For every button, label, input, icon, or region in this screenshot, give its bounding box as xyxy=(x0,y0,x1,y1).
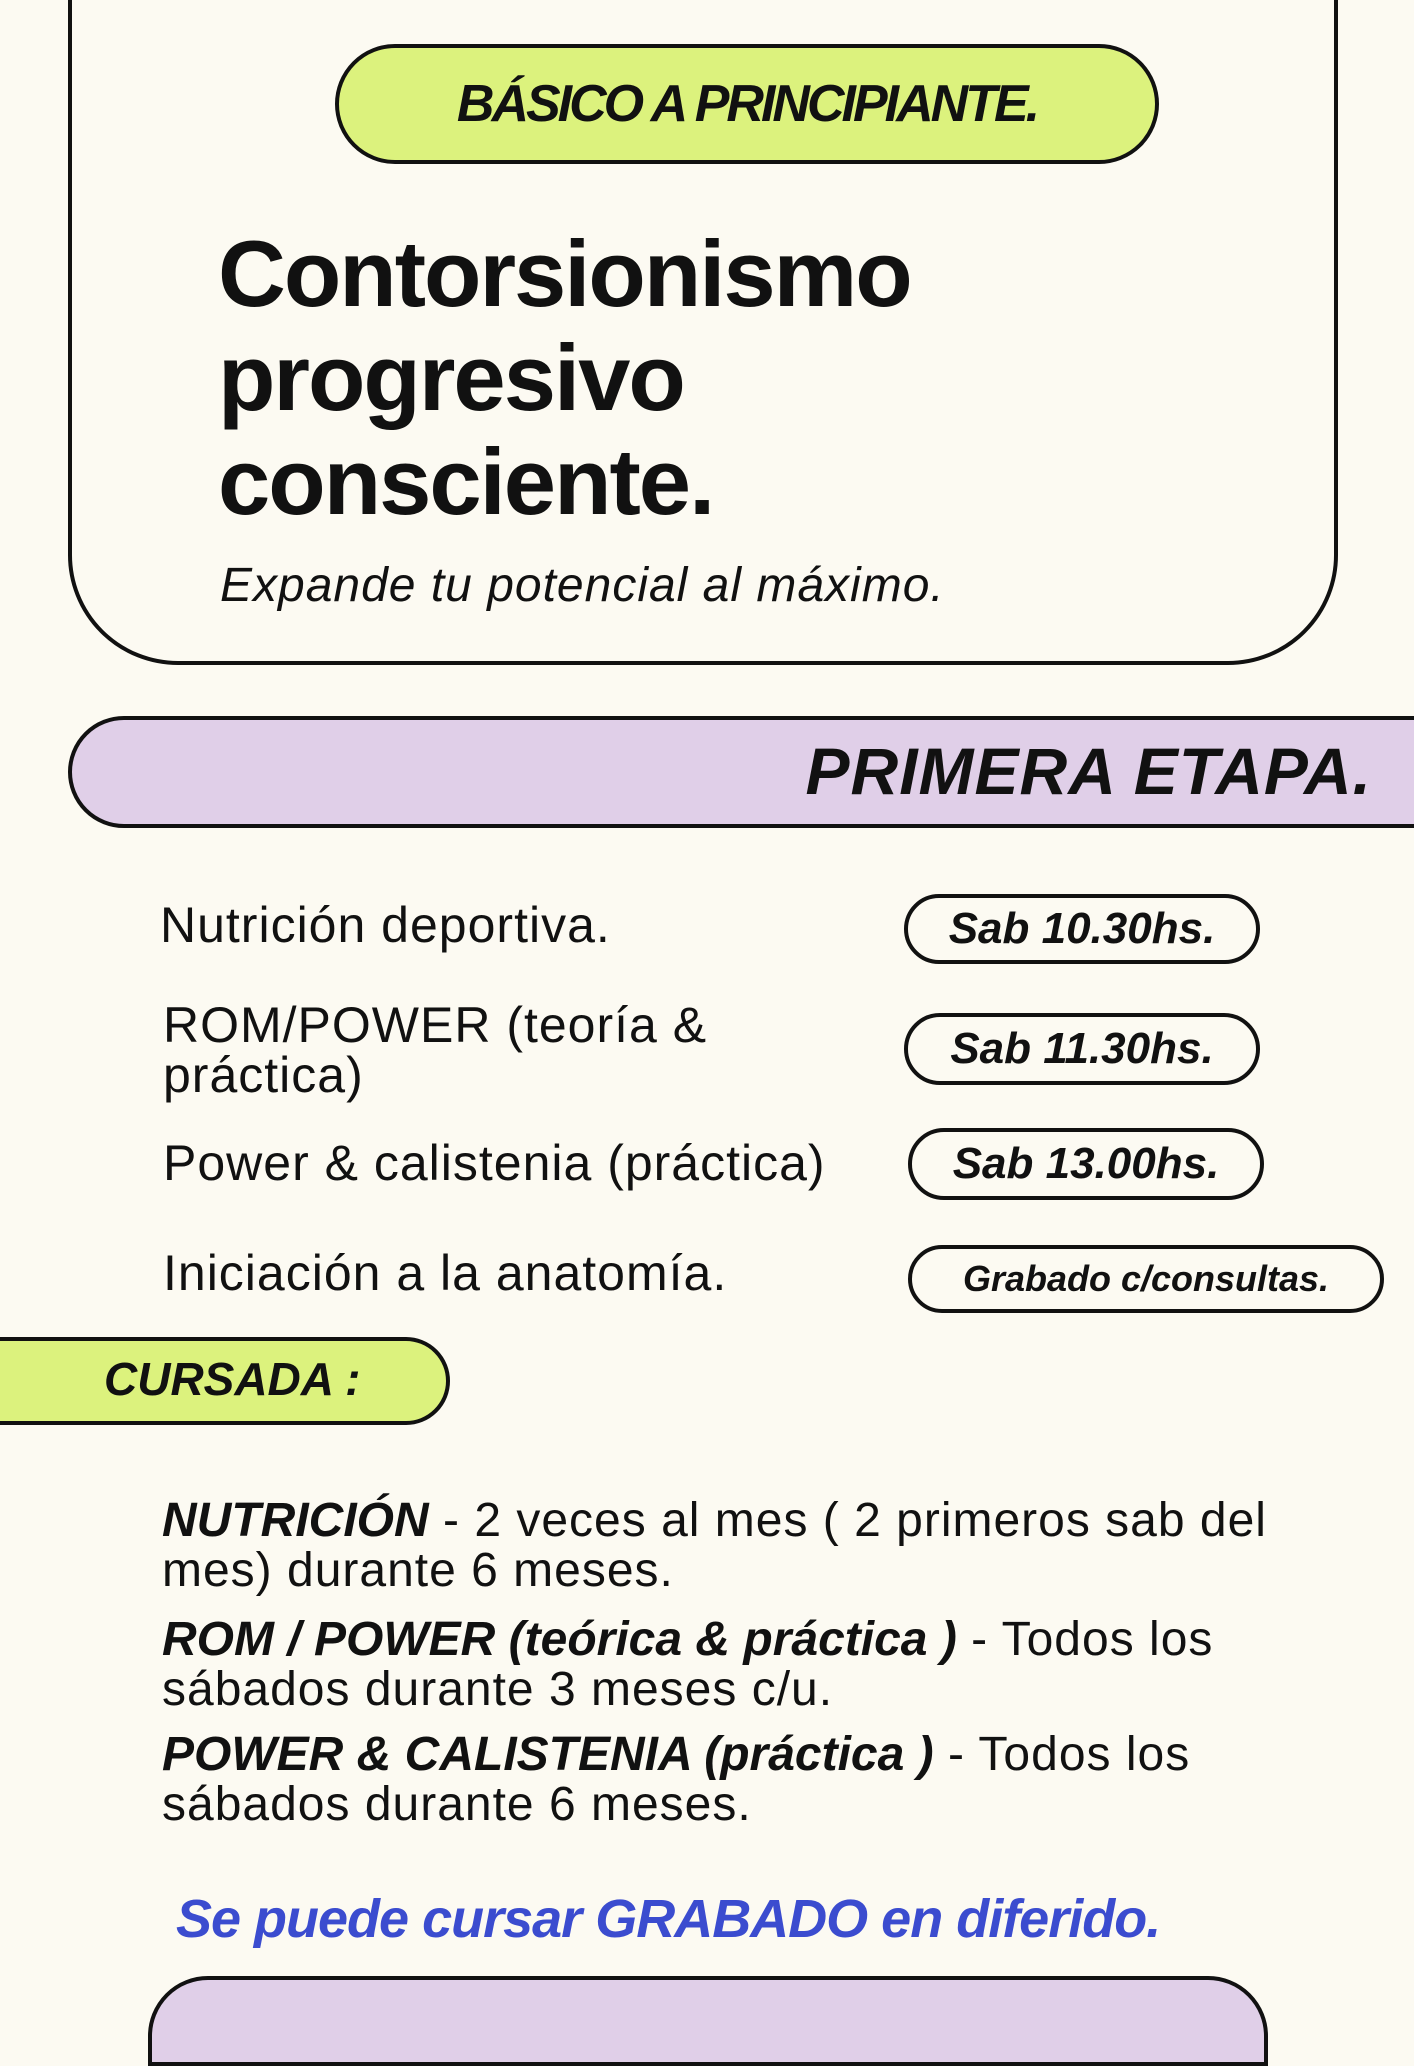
schedule-label-rom-power xyxy=(163,997,708,1103)
cursada-label: CURSADA : xyxy=(104,1353,361,1405)
stage-title: PRIMERA ETAPA. xyxy=(805,734,1372,808)
schedule-label-calistenia: Power & calistenia (práctica) xyxy=(163,1135,826,1191)
title-line: progresivo xyxy=(218,325,684,430)
detail-text: - 2 veces al mes ( 2 primeros sab del mes) durante 6 meses. xyxy=(162,1494,1267,1597)
schedule-label-line: ROM/POWER (teoría & xyxy=(163,997,708,1053)
time-badge-calistenia: Sab 13.00hs. xyxy=(908,1128,1264,1200)
detail-nutrition xyxy=(162,1496,1342,1596)
page-title xyxy=(218,222,1118,534)
schedule-label-anatomia: Iniciación a la anatomía. xyxy=(163,1245,728,1301)
detail-name: NUTRICIÓN xyxy=(162,1494,429,1547)
title-line: Contorsionismo xyxy=(218,221,911,326)
detail-calistenia xyxy=(162,1730,1342,1830)
recorded-note: Se puede cursar GRABADO en diferido. xyxy=(176,1889,1161,1949)
detail-text: - Todos los sábados durante 6 meses. xyxy=(162,1728,1191,1831)
bottom-banner xyxy=(148,1976,1268,2066)
detail-rom-power xyxy=(162,1615,1342,1715)
level-badge: BÁSICO A PRINCIPIANTE. xyxy=(335,44,1159,164)
time-badge-rom-power: Sab 11.30hs. xyxy=(904,1013,1260,1085)
schedule-label-line: práctica) xyxy=(163,1047,364,1103)
detail-name: POWER & CALISTENIA (práctica ) xyxy=(162,1728,934,1781)
schedule-label-nutrition: Nutrición deportiva. xyxy=(160,897,611,953)
detail-text: - Todos los sábados durante 3 meses c/u. xyxy=(162,1613,1214,1716)
detail-name: ROM / POWER (teórica & práctica ) xyxy=(162,1613,957,1666)
time-badge-nutrition: Sab 10.30hs. xyxy=(904,894,1260,964)
subtitle: Expande tu potencial al máximo. xyxy=(220,559,945,612)
time-badge-anatomia: Grabado c/consultas. xyxy=(908,1245,1384,1313)
title-line: consciente. xyxy=(218,429,714,534)
